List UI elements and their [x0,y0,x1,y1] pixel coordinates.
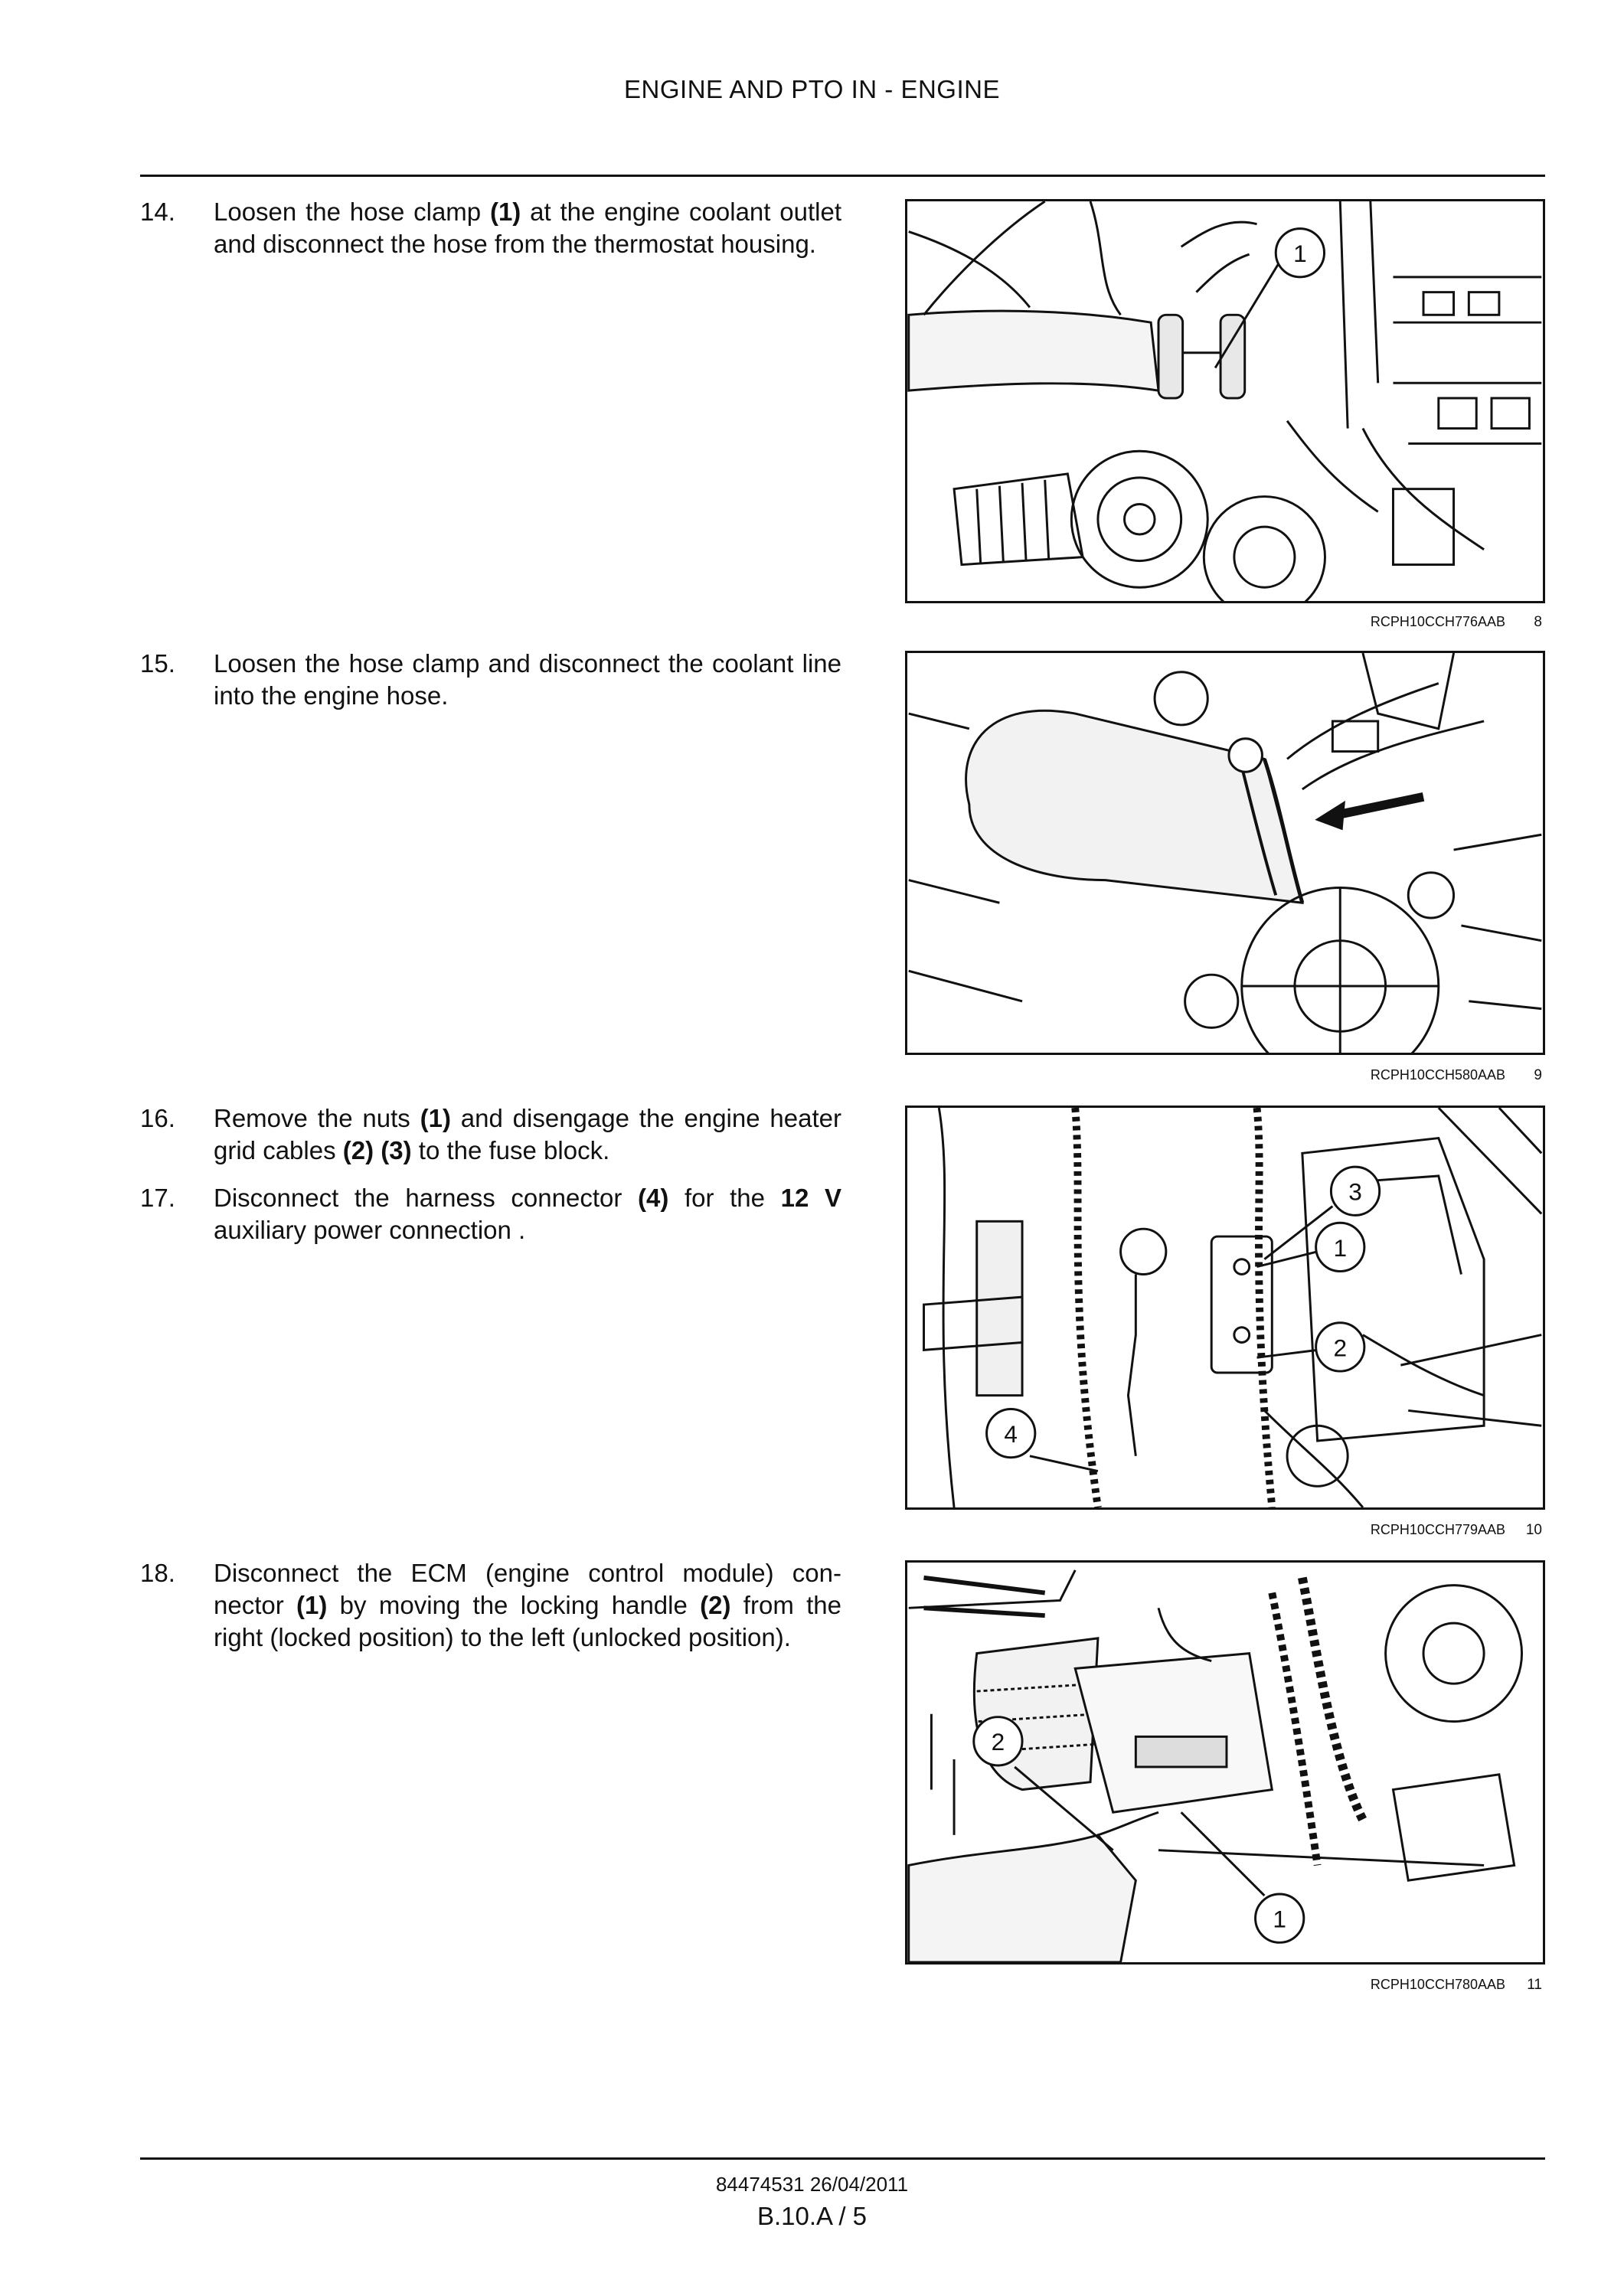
figure-number: 8 [1534,614,1542,630]
step-number: 15. [140,649,175,678]
footer-doc-info: 84474531 26/04/2011 [715,2173,909,2196]
step-text: Remove the nuts (1) and disengage the engine heater grid cables (2) (3) to the fuse block. [214,1104,841,1164]
figure-number: 9 [1534,1067,1542,1083]
callout-1: 1 [1333,1233,1348,1262]
figure-code: RCPH10CCH776AAB [1370,614,1505,629]
callout-2: 2 [1333,1334,1348,1362]
figure-code: RCPH10CCH779AAB [1370,1522,1505,1537]
footer-rule [140,2157,1545,2160]
page-header: ENGINE AND PTO IN - ENGINE [624,75,1000,103]
figure-number: 11 [1527,1977,1542,1993]
figure-10-heater-grid-cables [905,1106,1545,1510]
figure-code: RCPH10CCH780AAB [1370,1977,1505,1992]
figure-8-thermostat-hose-clamp [905,199,1545,603]
step-number: 14. [140,198,175,226]
step-number: 17. [140,1184,175,1212]
callout-3: 3 [1348,1177,1362,1206]
callout-2: 2 [991,1728,1005,1756]
figure-number: 10 [1525,1522,1542,1538]
figure-9-coolant-line-hose [905,651,1545,1055]
figure-11-ecm-connector [905,1560,1545,1965]
figure-code: RCPH10CCH580AAB [1370,1067,1505,1083]
callout-1: 1 [1273,1905,1286,1933]
step-text: Disconnect the harness connector (4) for the 12 V auxiliary power connection . [214,1184,841,1244]
callout-1: 1 [1293,240,1307,268]
callout-4: 4 [1004,1419,1018,1448]
header-rule [140,175,1545,177]
step-text: Loosen the hose clamp (1) at the engine coolant outlet and disconnect the hose from the thermostat housing. [214,198,841,258]
step-number: 16. [140,1104,175,1132]
step-number: 18. [140,1559,175,1587]
step-text: Disconnect the ECM (engine control module) con-nector (1) by moving the locking handle (2) from the right (locked position) to the left (unlocked position). [214,1559,841,1651]
step-text: Loosen the hose clamp and disconnect the coolant line into the engine hose. [214,649,841,710]
footer-page-number: B.10.A / 5 [756,2202,868,2230]
